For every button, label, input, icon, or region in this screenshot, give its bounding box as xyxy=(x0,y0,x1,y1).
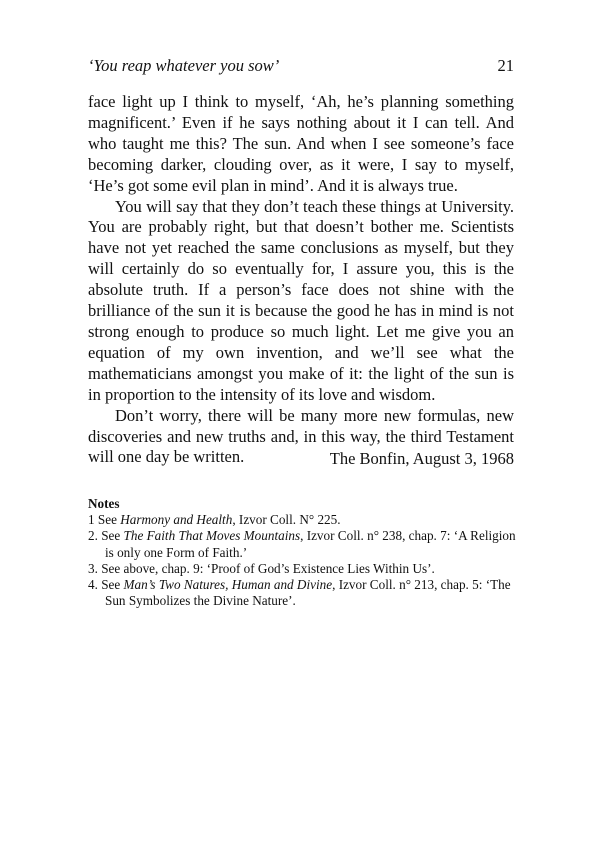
paragraph-1: face light up I think to myself, ‘Ah, he’s planning something magnificent.’ Even if he says nothing about it I can tell. And who taught me this? The sun. And when I see someone’s face becoming darker, clouding over, as it were, I say to myself, ‘He’s got some evil plan in mind’. And it is always true. xyxy=(88,92,514,195)
note-text: See xyxy=(101,528,124,544)
body-text xyxy=(88,92,514,468)
note-text: See xyxy=(101,577,124,593)
notes-title: Notes xyxy=(88,496,120,511)
note-book-title: Man’s Two Natures, Human and Divine xyxy=(123,577,333,593)
note-number: 2. xyxy=(88,528,98,544)
running-title: ‘You reap whatever you sow’ xyxy=(88,56,280,75)
note-number: 4. xyxy=(88,577,98,593)
note-number: 1 xyxy=(88,512,95,528)
note-text: , Izvor Coll. n° 213, chap. 5: ‘The Sun Symbolizes the Divine Nature’. xyxy=(105,577,511,609)
note-text: , Izvor Coll. n° 238, chap. 7: ‘A Religion is only one Form of Faith.’ xyxy=(105,528,516,560)
page-number: 21 xyxy=(497,56,514,75)
note-text: , Izvor Coll. N° 225. xyxy=(232,512,341,528)
note-item xyxy=(88,512,518,528)
note-book-title: The Faith That Moves Mountains xyxy=(123,528,301,544)
note-text: See above, chap. 9: ‘Proof of God’s Existence Lies Within Us’. xyxy=(101,560,435,576)
running-header xyxy=(88,56,514,76)
note-text: See xyxy=(97,512,121,528)
place-date-signature: The Bonfin, August 3, 1968 xyxy=(329,449,514,468)
note-number: 3. xyxy=(88,560,98,576)
notes-section xyxy=(88,496,518,609)
paragraph-3: Don’t worry, there will be many more new formulas, new discoveries and new truths and, in this way, the third Testament will one day be written. xyxy=(88,405,514,467)
notes-list xyxy=(88,512,518,609)
note-item xyxy=(88,561,518,577)
note-item xyxy=(88,577,518,609)
note-book-title: Harmony and Health xyxy=(120,512,233,528)
note-item xyxy=(88,528,518,560)
paragraph-2: You will say that they don’t teach these things at University. You are probably right, but that doesn’t bother me. Scientists have not yet reached the same conclusions as myself, but they will certainly do so eventually for, I assure you, this is the absolute truth. If a person’s face does not shine with the brilliance of the sun it is because the good he has in mind is not strong enough to produce so much light. Let me give you an equation of my own invention, and we’ll see what the mathematicians amongst you make of it: the light of the sun is in proportion to the intensity of its love and wisdom. xyxy=(88,196,514,404)
